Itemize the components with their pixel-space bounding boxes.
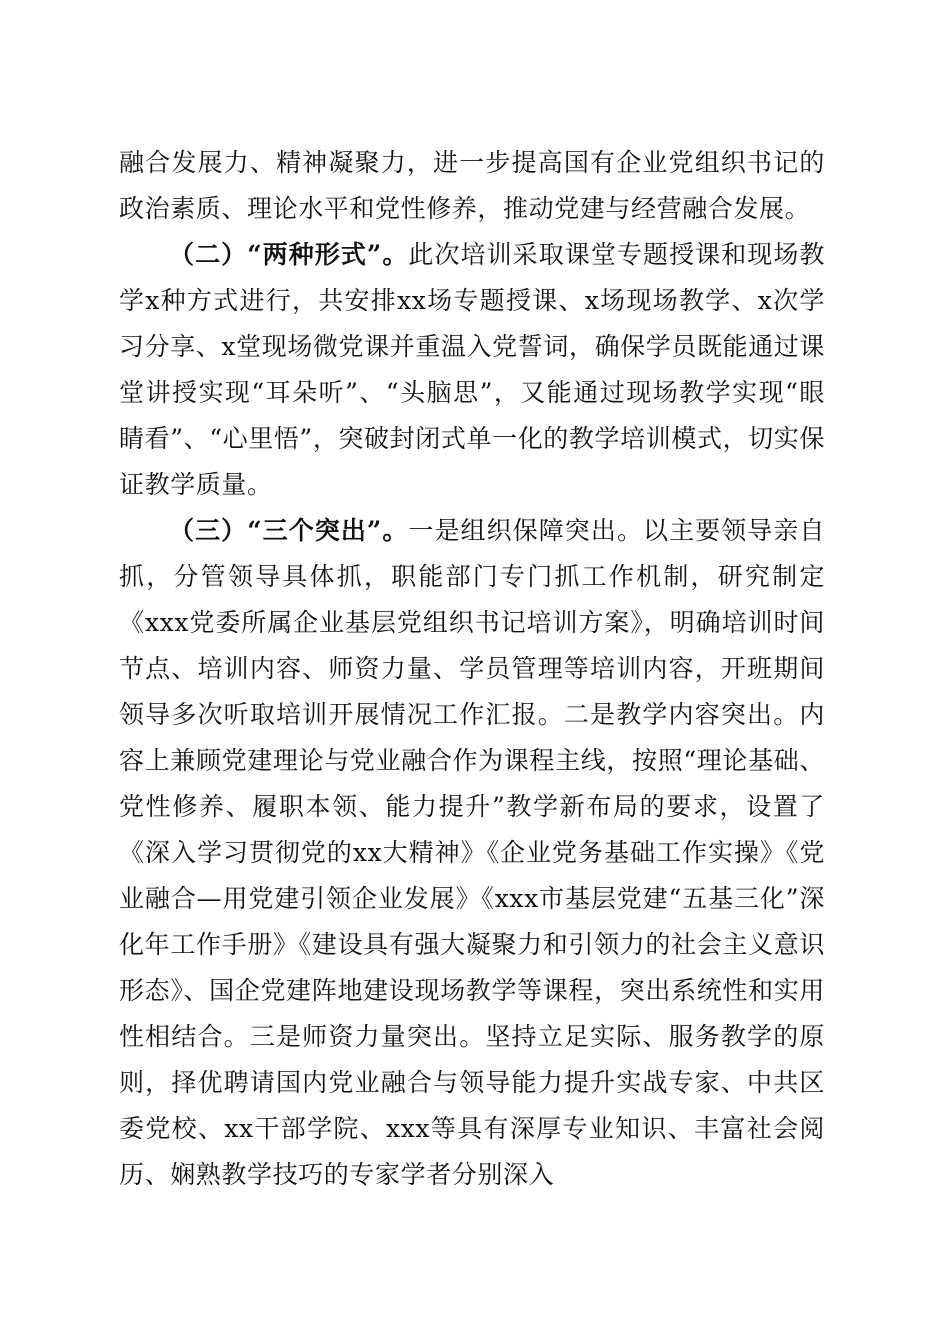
paragraph-text: 此次培训采取课堂专题授课和现场教学x种方式进行，共安排xx场专题授课、x场现场教学、x次学习分享、x堂现场微党课并重温入党誓词，确保学员既能通过课堂讲授实现“耳朵听”、“头脑思”，又能通过现场教学实现“眼睛看”、“心里悟”，突破封闭式单一化的教学培训模式，切实保证教学质量。 <box>119 240 825 499</box>
paragraph-text: 一是组织保障突出。以主要领导亲自抓，分管领导具体抓，职能部门专门抓工作机制，研究制定《xxx党委所属企业基层党组织书记培训方案》，明确培训时间节点、培训内容、师资力量、学员管理等培训内容，开班期间领导多次听取培训开展情况工作汇报。二是教学内容突出。内容上兼顾党建理论与党业融合作为课程主线，按照“理论基础、党性修养、履职本领、能力提升”教学新布局的要求，设置了《深入学习贯彻党的xx大精神》《企业党务基础工作实操》《党业融合—用党建引领企业发展》《xxx市基层党建“五基三化”深化年工作手册》《建设具有强大凝聚力和引领力的社会主义意识形态》、国企党建阵地建设现场教学等课程，突出系统性和实用性相结合。三是师资力量突出。坚持立足实际、服务教学的原则，择优聘请国内党业融合与领导能力提升实战专家、中共区委党校、xx干部学院、xxx等具有深厚专业知识、丰富社会阅历、娴熟教学技巧的专家学者分别深入 <box>119 516 825 1189</box>
paragraph-continuation <box>119 140 825 232</box>
section-heading-two-forms: （二）“两种形式”。 <box>169 240 409 269</box>
document-body <box>119 140 825 1198</box>
section-heading-three-highlights: （三）“三个突出”。 <box>169 516 409 545</box>
paragraph-three-highlights <box>119 508 825 1198</box>
paragraph-two-forms <box>119 232 825 508</box>
paragraph-text: 融合发展力、精神凝聚力，进一步提高国有企业党组织书记的政治素质、理论水平和党性修养，推动党建与经营融合发展。 <box>119 148 825 223</box>
